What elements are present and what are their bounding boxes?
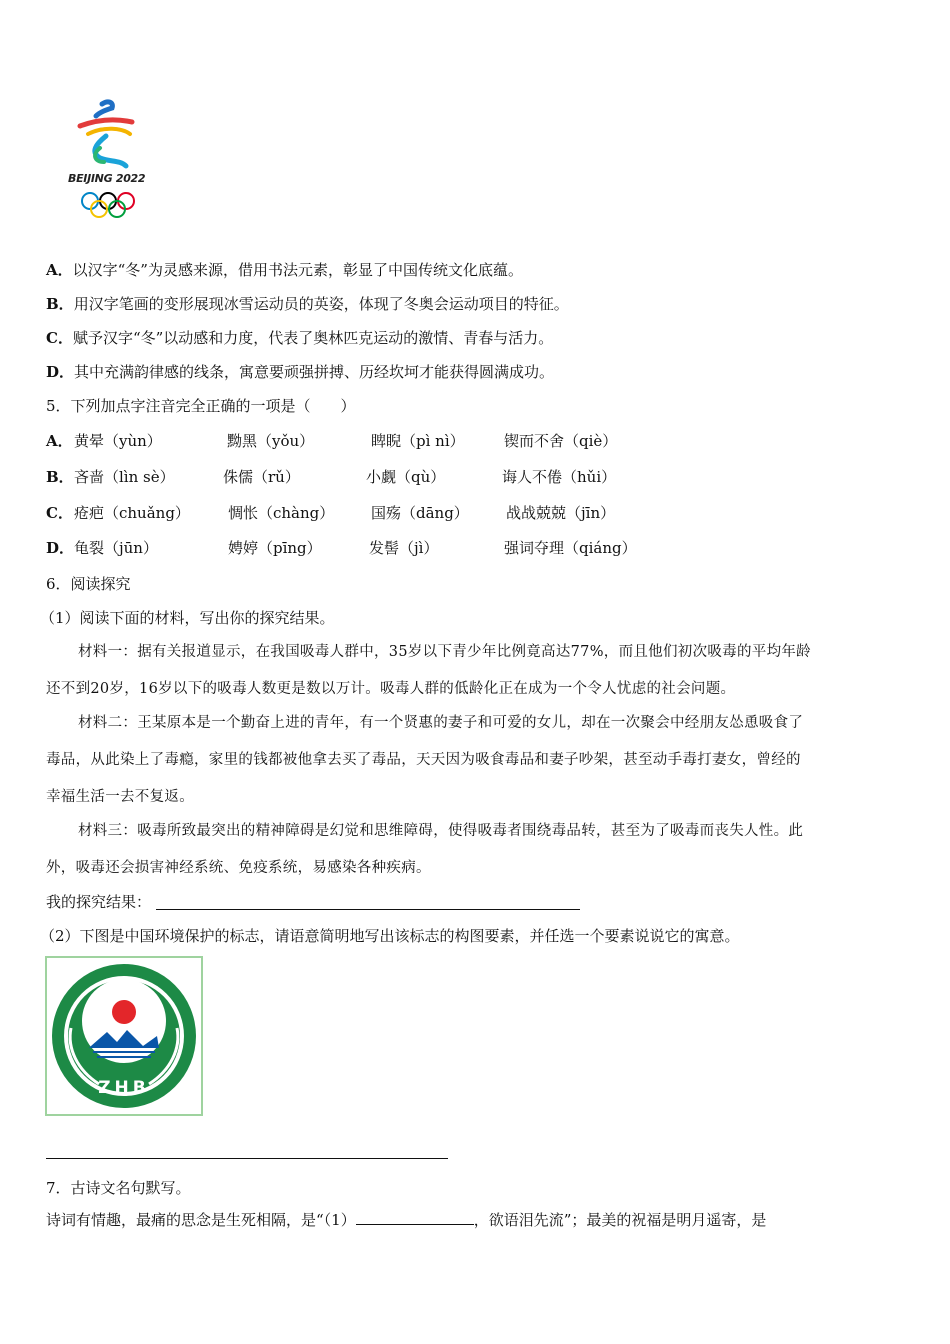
q6-title: 6．阅读探究 <box>46 575 131 593</box>
q4-option-a <box>46 260 523 280</box>
pinyin-item: 疮疤（chuǎng） <box>74 504 190 522</box>
olympic-rings-icon <box>80 190 136 220</box>
result-answer-line[interactable] <box>156 909 580 910</box>
option-text: 用汉字笔画的变形展现冰雪运动员的英姿，体现了冬奥会运动项目的特征。 <box>73 295 569 313</box>
option-letter: D． <box>46 363 75 381</box>
pinyin-item: 强词夺理（qiáng） <box>504 539 637 557</box>
material2-line3: 幸福生活一去不复返。 <box>46 789 194 805</box>
option-letter: B． <box>46 468 74 486</box>
q4-option-b <box>46 294 569 314</box>
material3-line2: 外，吸毒还会损害神经系统、免疫系统，易感染各种疾病。 <box>46 860 431 876</box>
environment-emblem <box>45 956 203 1116</box>
pinyin-item: 黝黑（yǒu） <box>227 432 315 450</box>
option-text: 其中充满韵律感的线条，寓意要顽强拼搏、历经坎坷才能获得圆满成功。 <box>74 363 555 381</box>
option-text: 赋予汉字“冬”以动感和力度，代表了奥林匹克运动的激情、青春与活力。 <box>72 329 554 347</box>
q5-row-c <box>46 503 666 523</box>
material2-line2: 毒品，从此染上了毒瘾，家里的钱都被他拿去买了毒品，天天因为吸食毒品和妻子吵架，甚至动手毒打妻女，曾经的 <box>46 752 801 768</box>
q7-line-end: ，欲语泪先流”；最美的祝福是明月遥寄，是 <box>473 1211 767 1229</box>
q5-row-a <box>46 431 666 451</box>
material3-line1: 材料三：吸毒所致最突出的精神障碍是幻觉和思维障碍，使得吸毒者围绕毒品转，甚至为了吸毒而丧失人性。此 <box>78 823 804 839</box>
material2-line1: 材料二：王某原本是一个勤奋上进的青年，有一个贤惠的妻子和可爱的女儿，却在一次聚会中经朋友怂恿吸食了 <box>78 715 804 731</box>
option-letter: C． <box>46 504 73 522</box>
pinyin-item: 侏儒（rǔ） <box>223 468 300 486</box>
q4-option-d <box>46 362 554 382</box>
option-letter: A． <box>46 432 73 450</box>
q7-line <box>46 1210 766 1230</box>
pinyin-item: 战战兢兢（jīn） <box>506 504 616 522</box>
q5-row-b <box>46 467 666 487</box>
pinyin-item: 发髻（jì） <box>369 539 439 557</box>
option-letter: C． <box>46 329 73 347</box>
q6-sub1: （1）阅读下面的材料，写出你的探究结果。 <box>40 609 335 627</box>
pinyin-item: 娉婷（pīng） <box>228 539 322 557</box>
pinyin-item: 惆怅（chàng） <box>228 504 335 522</box>
pinyin-item: 黄晕（yùn） <box>74 432 162 450</box>
q5-question: 5．下列加点字注音完全正确的一项是（ ） <box>46 397 356 415</box>
pinyin-item: 诲人不倦（hǔi） <box>502 468 617 486</box>
pinyin-item: 睥睨（pì nì） <box>371 432 465 450</box>
result-label: 我的探究结果： <box>46 893 152 911</box>
pinyin-item: 小觑（qù） <box>366 468 446 486</box>
q4-option-c <box>46 328 553 348</box>
beijing-2022-emblem <box>66 98 150 226</box>
q6-sub2: （2）下图是中国环境保护的标志，请语意简明地写出该标志的构图要素，并任选一个要素说说它的寓意。 <box>40 927 740 945</box>
q5-row-d <box>46 538 666 558</box>
pinyin-item: 吝啬（lìn sè） <box>74 468 175 486</box>
emblem-abbr: ZHB <box>98 1078 150 1098</box>
q7-line-start: 诗词有情趣，最痛的思念是生死相隔，是“（1） <box>46 1211 356 1229</box>
material1-line1: 材料一：据有关报道显示，在我国吸毒人群中，35岁以下青少年比例竟高达77%，而且他们初次吸毒的平均年龄 <box>78 644 811 660</box>
pinyin-item: 龟裂（jūn） <box>74 539 158 557</box>
pinyin-item: 锲而不舍（qiè） <box>504 432 618 450</box>
emblem-wordmark: BEIJING 2022 <box>68 172 146 185</box>
option-letter: D． <box>46 539 75 557</box>
option-letter: A． <box>46 261 73 279</box>
q7-title: 7．古诗文名句默写。 <box>46 1179 191 1197</box>
material1-line2: 还不到20岁，16岁以下的吸毒人数更是数以万计。吸毒人群的低龄化正在成为一个令人忧虑的社会问题。 <box>46 681 736 697</box>
option-text: 以汉字“冬”为灵感来源，借用书法元素，彰显了中国传统文化底蕴。 <box>72 261 523 279</box>
pinyin-item: 国殇（dāng） <box>371 504 469 522</box>
q6-answer-line[interactable] <box>46 1158 448 1159</box>
q7-blank-1[interactable] <box>356 1210 474 1225</box>
option-letter: B． <box>46 295 74 313</box>
